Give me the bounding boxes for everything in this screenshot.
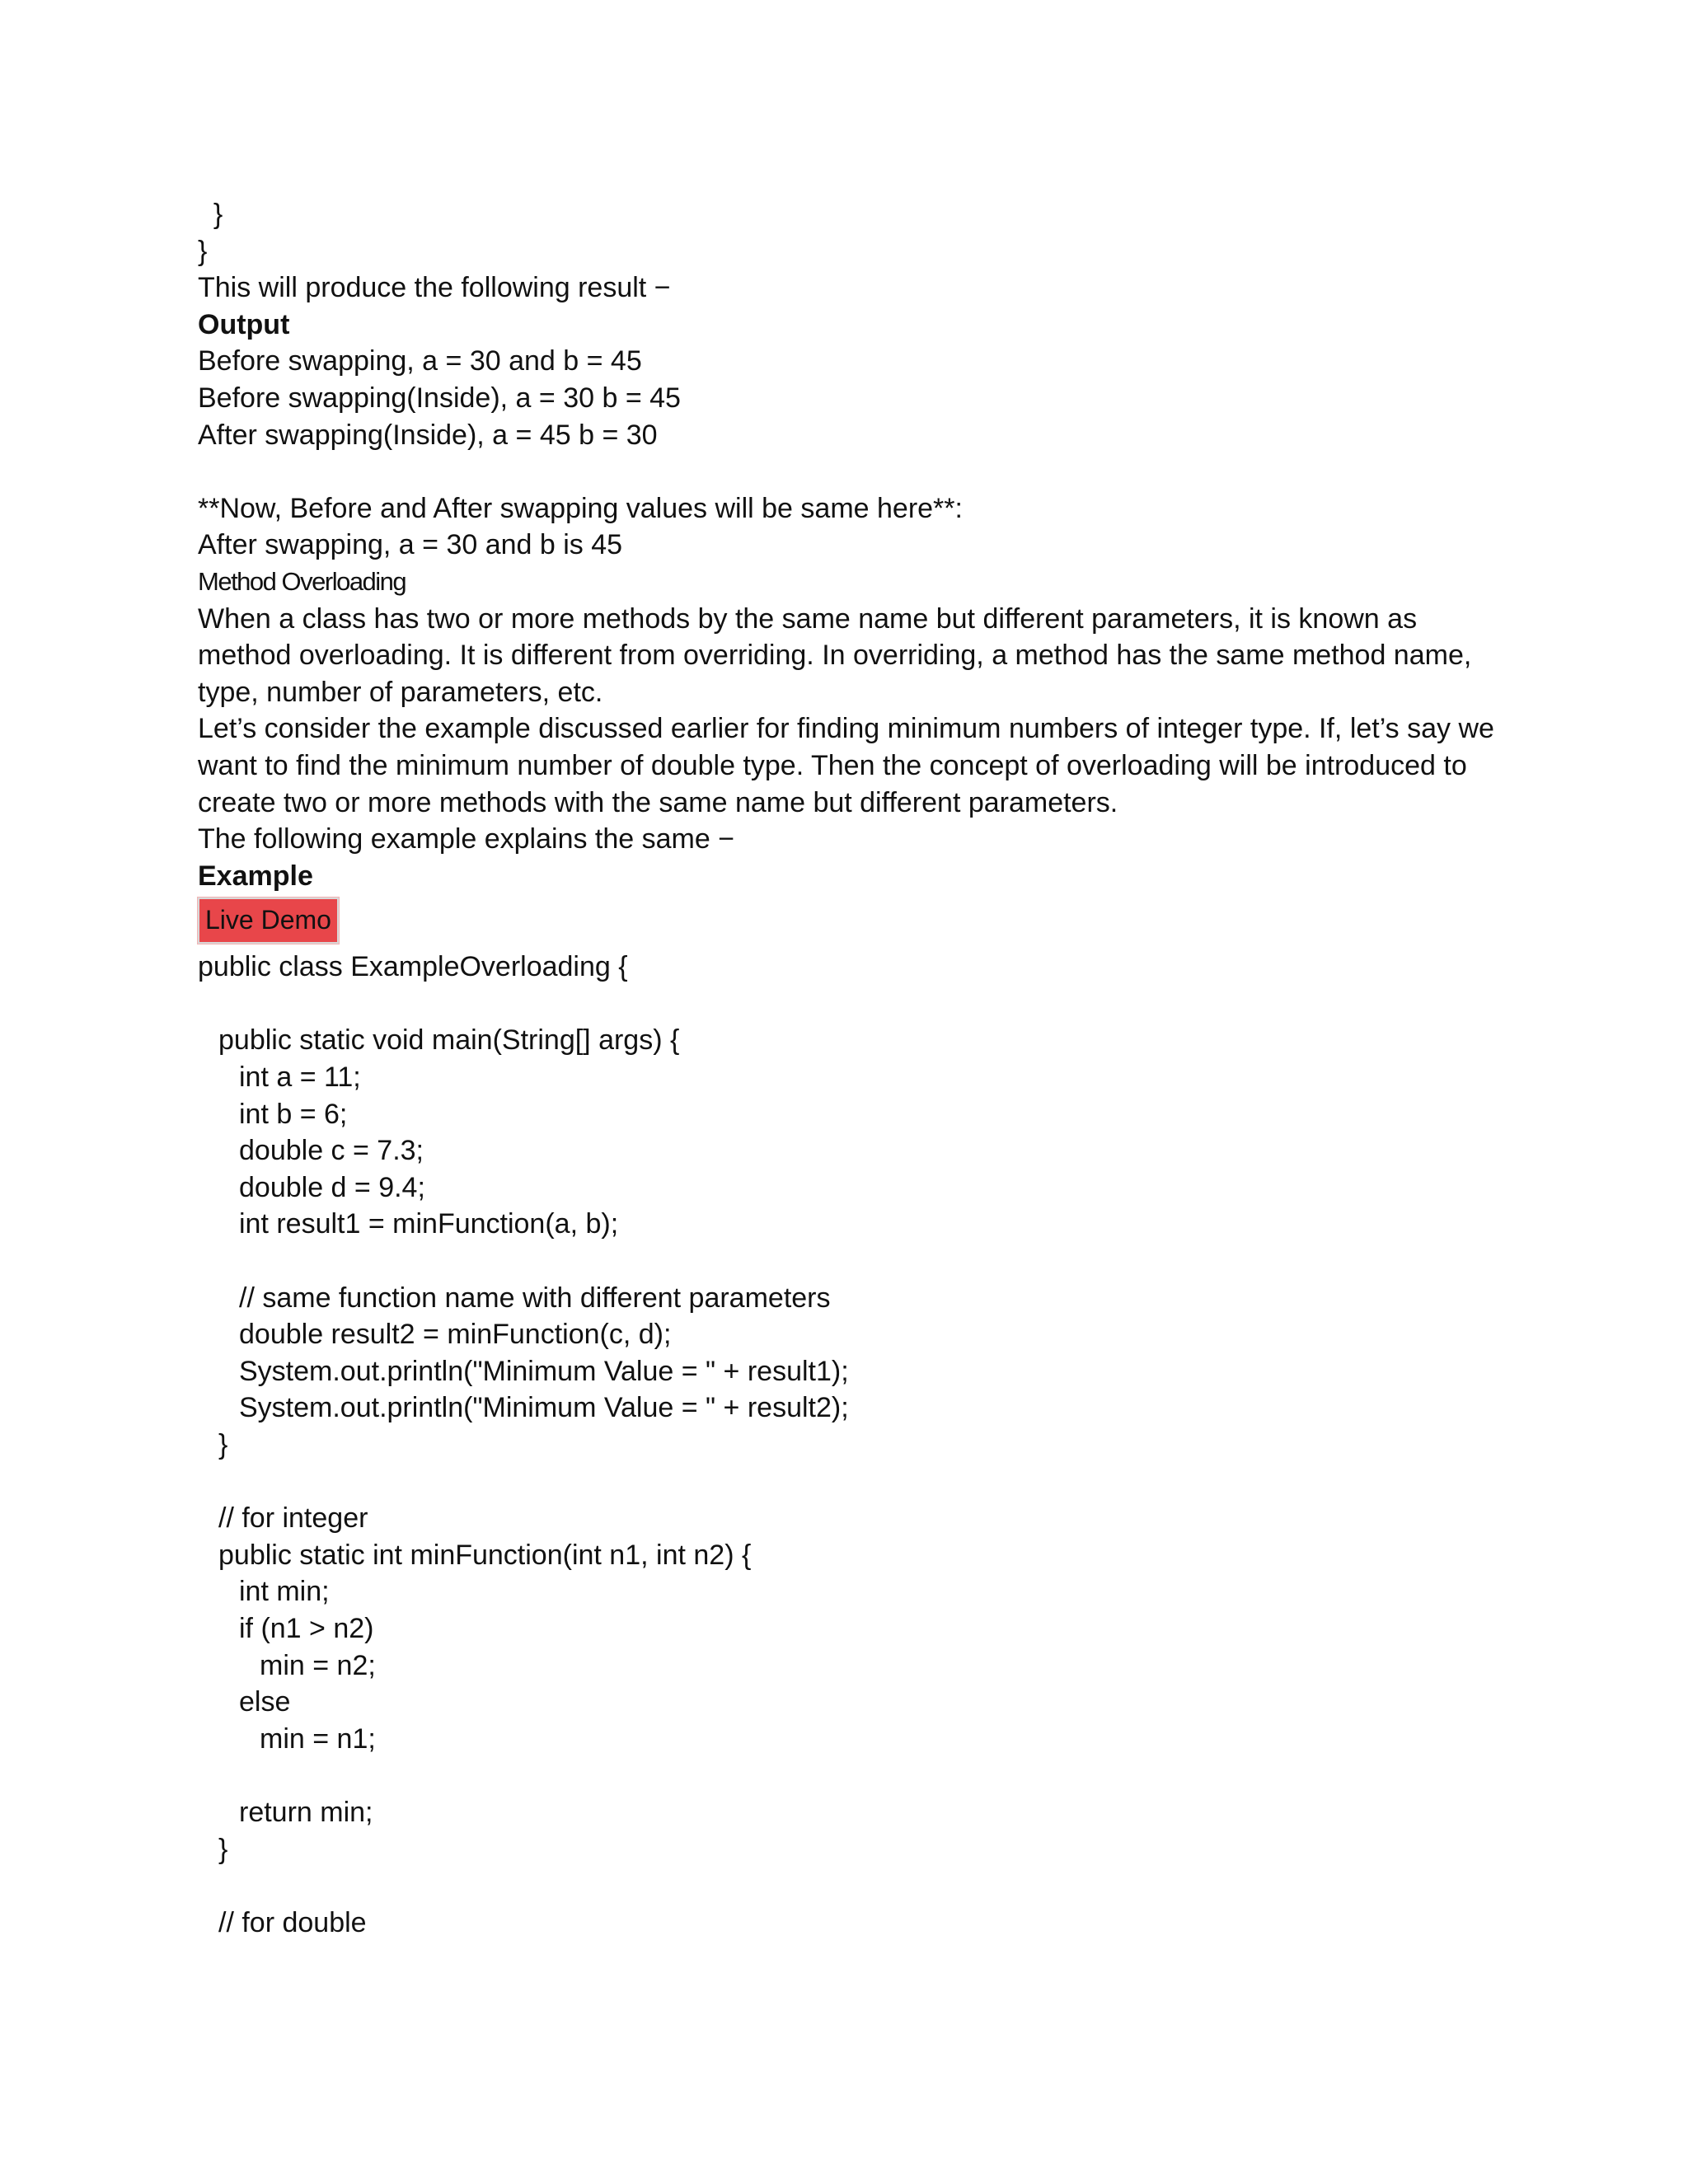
code-close-brace: }	[218, 1833, 228, 1865]
blank-line	[198, 1868, 1517, 1905]
output-line: Before swapping(Inside), a = 30 b = 45	[198, 382, 681, 414]
example-heading: Example	[198, 860, 313, 892]
section-heading: Method Overloading	[198, 566, 406, 596]
code-line: int result1 = minFunction(a, b);	[239, 1208, 619, 1240]
code-min-function-declaration: public static int minFunction(int n1, int n2) {	[218, 1539, 752, 1571]
note-line: **Now, Before and After swapping values will be same here**:	[198, 492, 963, 524]
code-line: System.out.println("Minimum Value = " + result1);	[239, 1355, 849, 1387]
blank-line	[198, 1243, 1517, 1280]
blank-line	[198, 453, 1517, 490]
code-line-closing-outer: }	[198, 235, 208, 267]
output-line: Before swapping, a = 30 and b = 45	[198, 345, 642, 377]
live-demo-container	[198, 894, 1517, 949]
code-line: double d = 9.4;	[239, 1171, 425, 1203]
code-comment: // for double	[218, 1906, 367, 1938]
code-class-declaration: public class ExampleOverloading {	[198, 951, 628, 983]
code-comment: // same function name with different parameters	[239, 1282, 831, 1314]
code-line: int b = 6;	[239, 1098, 348, 1130]
code-comment: // for integer	[218, 1502, 368, 1535]
code-close-brace: }	[218, 1429, 228, 1460]
code-line: double result2 = minFunction(c, d);	[239, 1319, 672, 1351]
code-line: System.out.println("Minimum Value = " + result2);	[239, 1392, 849, 1424]
output-heading: Output	[198, 308, 290, 340]
code-line: else	[239, 1686, 291, 1718]
code-line: if (n1 > n2)	[239, 1612, 374, 1644]
paragraph-example-intro: Let’s consider the example discussed earlier for finding minimum numbers of integer type. If, let’s say we want to find the minimum number of double type. Then the concept of overloading will be introduced to create two or more methods with the same name but different parameters.	[198, 713, 1494, 818]
document-page	[198, 196, 1517, 1941]
blank-line	[198, 1464, 1517, 1501]
code-main-declaration: public static void main(String[] args) {	[218, 1024, 680, 1057]
paragraph-overloading: When a class has two or more methods by the same name but different parameters, it is known as method overloading. It is different from overriding. In overriding, a method has the same method name, type, number of parameters, etc.	[198, 602, 1472, 708]
after-swapping-line: After swapping, a = 30 and b is 45	[198, 529, 623, 561]
blank-line	[198, 1757, 1517, 1794]
output-line: After swapping(Inside), a = 45 b = 30	[198, 419, 658, 451]
code-line: double c = 7.3;	[239, 1135, 424, 1167]
code-line: min = n2;	[260, 1649, 376, 1681]
code-line-closing-inner: }	[198, 199, 223, 230]
paragraph-explains: The following example explains the same −	[198, 823, 735, 855]
live-demo-button[interactable]: Live Demo	[198, 898, 339, 944]
blank-line	[198, 986, 1517, 1023]
code-line: int min;	[239, 1576, 330, 1608]
code-line: min = n1;	[260, 1722, 376, 1755]
code-line: int a = 11;	[239, 1062, 361, 1094]
result-intro: This will produce the following result −	[198, 272, 671, 304]
code-line: return min;	[239, 1796, 373, 1828]
